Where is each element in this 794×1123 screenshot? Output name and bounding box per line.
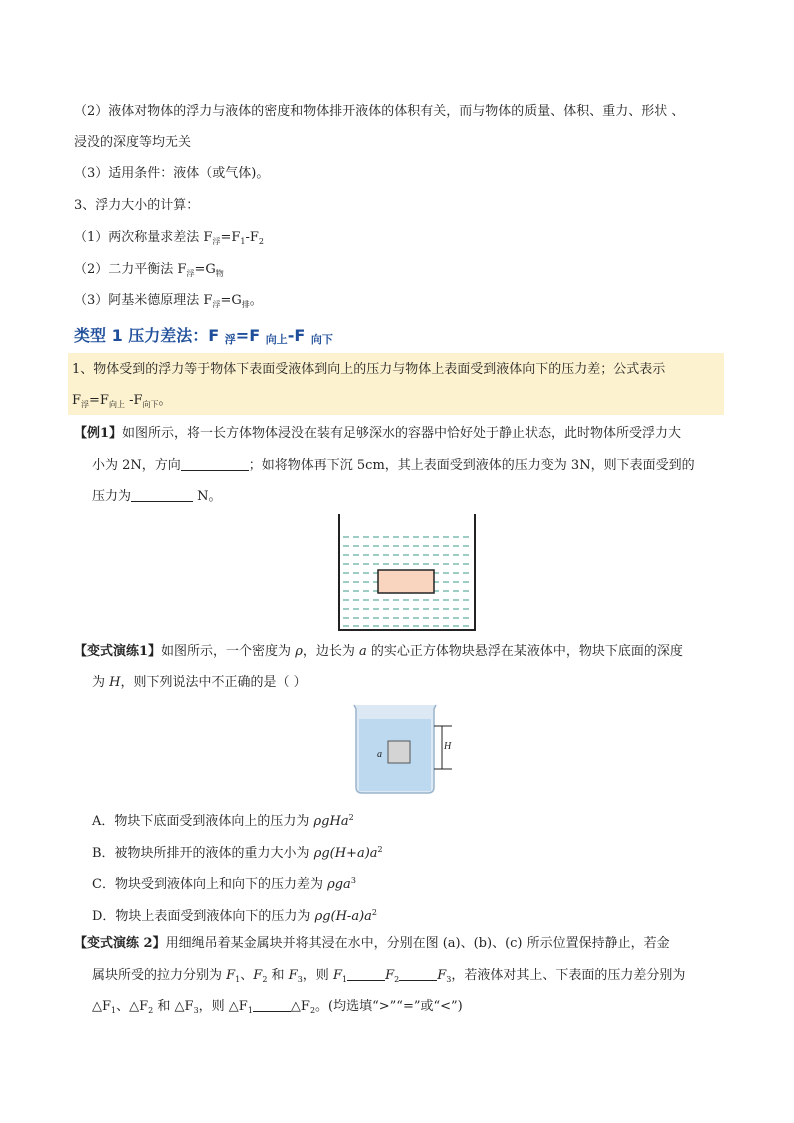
intro-line-1: （2）液体对物体的浮力与液体的密度和物体排开液体的体积有关，而与物体的质量、体积、重力、形状 、 xyxy=(74,104,685,119)
variant-1-line-1: 【变式演练1】如图所示，一个密度为 ρ，边长为 a 的实心正方体物块悬浮在某液体中，物块下底面的深度 xyxy=(74,644,683,659)
method-2: （2）二力平衡法 $F_浮=G_物$ xyxy=(74,262,224,278)
variant-1-tag: 【变式演练1】 xyxy=(74,644,162,659)
option-a[interactable]: A．物块下底面受到液体向上的压力为 ρgHa$^2$ xyxy=(92,813,354,829)
answer-blank-df1-df2[interactable] xyxy=(253,998,291,1012)
variant-2-tag: 【变式演练 2】 xyxy=(74,936,166,951)
intro-line-3: （3）适用条件：液体（或气体)。 xyxy=(74,166,270,181)
answer-blank-f1-f2[interactable] xyxy=(347,967,385,981)
depth-label: H xyxy=(444,741,452,752)
cube-block xyxy=(388,741,410,763)
example-1-line-3: 压力为 N。 xyxy=(92,489,222,504)
section-heading: 类型 1 压力差法：F $_浮$=F $_{向上}$-F $_{向下}$ xyxy=(74,326,333,346)
option-b[interactable]: B．被物块所排开的液体的重力大小为 $\rho g(H+a)a^2$ xyxy=(92,845,383,861)
method-1: （1）两次称量求差法 $F_浮=F_1-F_2$ xyxy=(74,230,264,246)
container-figure xyxy=(334,513,480,633)
example-1-line-1: 【例1】如图所示，将一长方体物体浸没在装有足够深水的容器中恰好处于静止状态，此时物体所受浮力大 xyxy=(74,426,682,441)
intro-line-4: 3、浮力大小的计算： xyxy=(74,198,200,213)
intro-line-2: 浸没的深度等均无关 xyxy=(74,135,192,150)
definition-line-1: 1、物体受到的浮力等于物体下表面受液体到向上的压力与物体上表面受到液体向下的压力差；公式表示 xyxy=(72,362,666,377)
variant-2-line-2: 属块所受的拉力分别为 $F_1$、$F_2$ 和 $F_3$，则 $F_1$ $F_2$ $F_3$，若液体对其上、下表面的压力差分别为 xyxy=(92,968,686,984)
example-1-line-2: 小为 2N，方向 ；如将物体再下沉 5cm，其上表面受到液体的压力变为 3N，则下表面受到的 xyxy=(92,458,695,473)
answer-blank-force[interactable] xyxy=(131,488,193,502)
variant-2-line-3: $\triangle F_1$、$\triangle F_2$ 和 $\triangle F_3$，则 $\triangle F_1$ $\triangle F_2$。(均选填“>”“=”或“<”) xyxy=(92,999,463,1015)
beaker-figure xyxy=(350,703,460,795)
definition-formula: $F_浮=F_{向上}$ $-F_{向下}$。 xyxy=(72,393,172,409)
option-c[interactable]: C．物块受到液体向上和向下的压力差为 ρga$^3$ xyxy=(92,876,356,892)
method-3: （3）阿基米德原理法 $F_浮=G_排$。 xyxy=(74,293,263,309)
edge-label: a xyxy=(377,749,382,760)
option-d[interactable]: D．物块上表面受到液体向下的压力为 $\rho g(H-a)a^2$ xyxy=(92,908,377,924)
answer-blank-f2-f3[interactable] xyxy=(399,967,437,981)
answer-blank-direction[interactable] xyxy=(181,457,249,471)
example-1-tag: 【例1】 xyxy=(74,426,123,441)
submerged-block xyxy=(378,570,434,593)
variant-1-line-2: 为 H，则下列说法中不正确的是（ ） xyxy=(92,675,307,690)
variant-2-line-1: 【变式演练 2】用细绳吊着某金属块并将其浸在水中，分别在图 (a)、(b)、(c) 所示位置保持静止，若金 xyxy=(74,936,670,951)
